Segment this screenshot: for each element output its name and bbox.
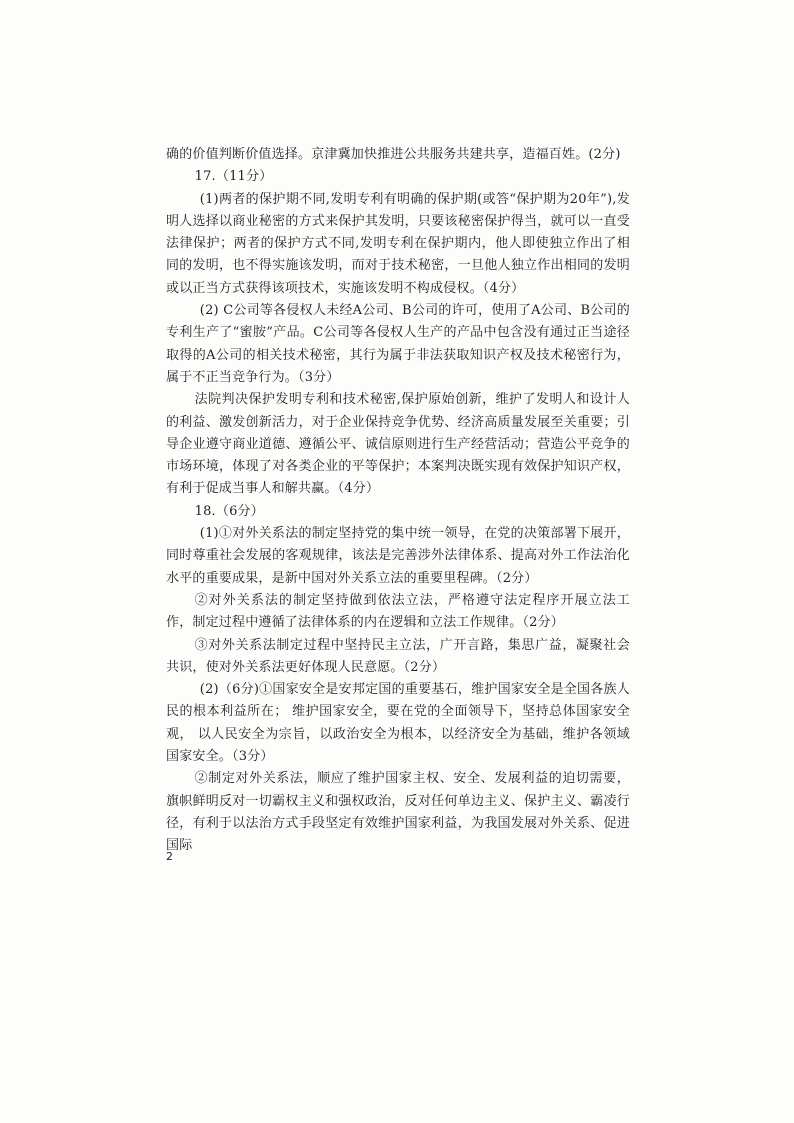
question-18-part-2-point-1: (2)（6分)①国家安全是安邦定国的重要基石，维护国家安全是全国各族人民的根本利益所在； 维护国家安全，要在党的全面领导下，坚持总体国家安全观， 以人民安全为宗旨，以政治安全为根本，以经济安全为基础，维护各领域国家安全。（3分） xyxy=(166,682,630,765)
paragraph-continued-16: 确的价值判断价值选择。京津冀加快推进公共服务共建共享，造福百姓。(2分) xyxy=(166,147,621,162)
question-17-part-2: (2) C公司等各侵权人未经A公司、B公司的许可，使用了A公司、B公司的专利生产了“蜜胺”产品。C公司等各侵权人生产的产品中包含没有通过正当途径取得的A公司的相关技术秘密，其行为属于非法获取知识产权及技术秘密行为，属于不正当竞争行为。（3分） xyxy=(166,303,630,385)
question-18-part-1-point-3: ③对外关系法制定过程中坚持民主立法，广开言路，集思广益，凝聚社会共识，使对外关系法更好体现人民意愿。（2分） xyxy=(166,637,630,675)
question-17-heading: 17.（11分） xyxy=(194,169,273,185)
page-number: 2 xyxy=(166,850,173,863)
question-17-part-1: (1)两者的保护期不同,发明专利有明确的保护期(或答“保护期为20年”),发明人选择以商业秘密的方式来保护其发明，只要该秘密保护得当，就可以一直受法律保护；两者的保护方式不同,发明专利在保护期内，他人即使独立作出了相同的发明，也不得实施该发明，而对于技术秘密，一旦他人独立作出相同的发明或以正当方式获得该项技术，实施该发明不构成侵权。（4分） xyxy=(166,191,630,296)
question-17-part-2-continued: 法院判决保护发明专利和技术秘密,保护原始创新，维护了发明人和设计人的利益、激发创新活力，对于企业保持竞争优势、经济高质量发展至关重要；引导企业遵守商业道德、遵循公平、诚信原则进行生产经营活动；营造公平竞争的市场环境，体现了对各类企业的平等保护；本案判决既实现有效保护知识产权，有利于促成当事人和解共赢。（4分） xyxy=(166,392,630,497)
question-18-part-1-point-2: ②对外关系法的制定坚持做到依法立法，严格遵守法定程序开展立法工作，制定过程中遵循了法律体系的内在逻辑和立法工作规律。（2分） xyxy=(166,592,630,631)
question-18-heading: 18.（6分） xyxy=(194,503,264,519)
question-18-part-1-point-1: (1)①对外关系法的制定坚持党的集中统一领导，在党的决策部署下展开，同时尊重社会发展的客观规律，该法是完善涉外法律体系、提高对外工作法治化水平的重要成果，是新中国对外关系立法的重要里程碑。（2分） xyxy=(166,526,630,586)
question-18-part-2-point-2: ②制定对外关系法，顺应了维护国家主权、安全、发展利益的迫切需要，旗帜鲜明反对一切霸权主义和强权政治，反对任何单边主义、保护主义、霸凌行径，有利于以法治方式手段坚定有效维护国家利益，为我国发展对外关系、促进国际 xyxy=(166,771,630,854)
answer-text-body xyxy=(166,144,630,858)
